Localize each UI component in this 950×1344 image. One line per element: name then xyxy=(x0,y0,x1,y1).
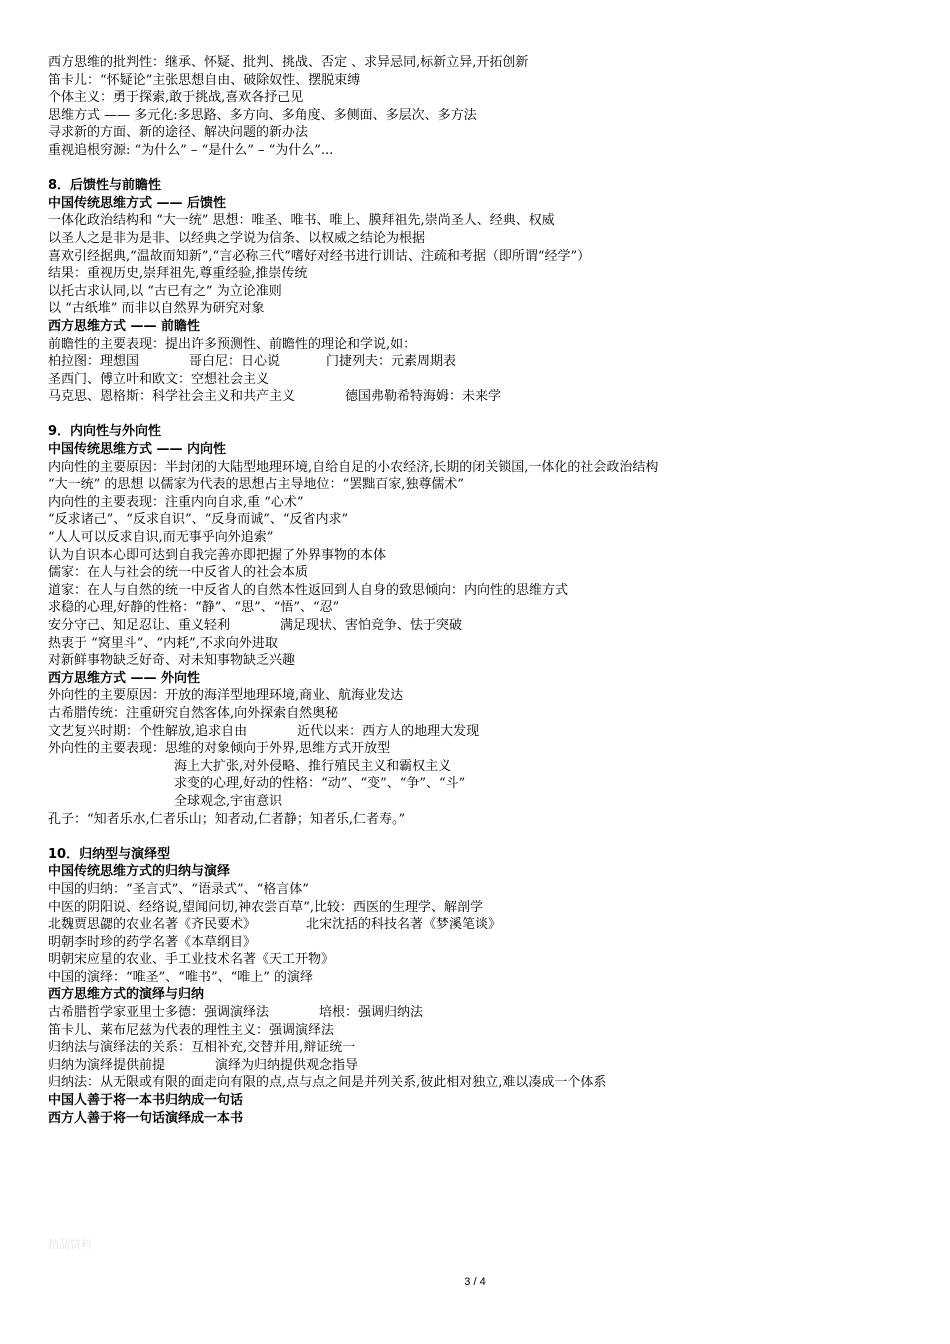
text-line: 喜欢引经据典,“温故而知新”,“言必称三代”嗜好对经书进行训诂、注疏和考据（即所谓“经学”） xyxy=(48,248,591,264)
text-line: 寻求新的方面、新的途径、解决问题的新办法 xyxy=(48,125,309,141)
text-line xyxy=(48,617,908,635)
text-line: “人人可以反求自识,而无事乎向外追索” xyxy=(48,530,274,546)
text-segment: 安分守己、知足忍让、重义轻利 xyxy=(48,618,231,633)
text-line: 以 “古纸堆” 而非以自然界为研究对象 xyxy=(48,301,265,317)
text-line: 热衷于 “窝里斗”、“内耗”,不求向外进取 xyxy=(48,635,278,651)
blank-line xyxy=(48,406,908,424)
text-segment: 归纳为演绎提供前提 xyxy=(48,1057,166,1073)
blank-line xyxy=(48,828,908,846)
text-line: 全球观念,宇宙意识 xyxy=(174,793,283,809)
text-line: 中国的演绎：“唯圣”、“唯书”、“唯上” 的演绎 xyxy=(48,969,314,985)
text-segment: 文艺复兴时期：个性解放,追求自由 xyxy=(48,723,248,739)
text-line: 求稳的心理,好静的性格：“静”、“思”、“悟”、“忍” xyxy=(48,600,340,616)
text-line: 对新鲜事物缺乏好奇、对未知事物缺乏兴趣 xyxy=(48,653,296,669)
text-line: 笛卡儿：“怀疑论”主张思想自由、破除奴性、摆脱束缚 xyxy=(48,72,361,88)
text-line: 结果：重视历史,崇拜祖先,尊重经验,推崇传统 xyxy=(48,266,308,282)
document-body xyxy=(48,54,908,1127)
text-segment: 近代以来：西方人的地理大发现 xyxy=(297,723,480,739)
text-line xyxy=(48,1057,908,1075)
text-line: 明朝宋应星的农业、手工业技术名著《天工开物》 xyxy=(48,952,335,968)
text-segment: 哥白尼：日心说 xyxy=(189,354,281,370)
text-line: 以托古求认同,以 “古已有之” 为立论准则 xyxy=(48,283,282,299)
text-segment: 柏拉图：理想国 xyxy=(48,354,140,370)
text-line xyxy=(48,916,908,934)
text-segment: 马克思、恩格斯：科学社会主义和共产主义 xyxy=(48,389,296,405)
text-segment: 门捷列夫：元素周期表 xyxy=(326,354,457,370)
text-line: “大一统” 的思想 以儒家为代表的思想占主导地位：“罢黜百家,独尊儒术” xyxy=(48,477,464,493)
text-line: 以圣人之是非为是非、以经典之学说为信条、以权威之结论为根据 xyxy=(48,230,426,246)
text-line: 古希腊传统：注重研究自然客体,向外探索自然奥秘 xyxy=(48,705,339,721)
text-line: 中医的阴阳说、经络说,望闻问切,神农尝百草”,比较：西医的生理学、解剖学 xyxy=(48,899,484,915)
text-line: 内向性的主要原因：半封闭的大陆型地理环境,自给自足的小农经济,长期的闭关锁国,一体化的社会政治结构 xyxy=(48,459,659,475)
text-segment: 北魏贾思勰的农业名著《齐民要术》 xyxy=(48,917,257,933)
text-segment: 演绎为归纳提供观念指导 xyxy=(215,1057,359,1073)
text-line: 归纳法与演绎法的关系：互相补充,交替并用,辩证统一 xyxy=(48,1040,356,1056)
text-line xyxy=(48,1004,908,1022)
text-line: 海上大扩张,对外侵略、推行殖民主义和霸权主义 xyxy=(174,758,452,774)
text-line xyxy=(48,723,908,741)
text-line: “反求诸己”、“反求自识”、“反身而诚”、“反省内求” xyxy=(48,512,349,528)
section-heading: 中国传统思维方式 —— 后馈性 xyxy=(48,195,227,211)
text-line: 外向性的主要原因：开放的海洋型地理环境,商业、航海业发达 xyxy=(48,688,404,704)
section-heading: 8．后馈性与前瞻性 xyxy=(48,178,162,194)
text-line: 重视追根穷源: “为什么” – “是什么” – “为什么”... xyxy=(48,142,334,158)
text-line: 一体化政治结构和 “大一统” 思想：唯圣、唯书、唯上、膜拜祖先,崇尚圣人、经典、权威 xyxy=(48,213,555,229)
text-line: 认为自识本心即可达到自我完善亦即把握了外界事物的本体 xyxy=(48,547,387,563)
section-heading: 9．内向性与外向性 xyxy=(48,424,162,440)
text-segment: 德国弗勒希特海姆：未来学 xyxy=(345,389,502,405)
text-line: 归纳法：从无限或有限的面走向有限的点,点与点之间是并列关系,彼此相对独立,难以凑成一个体系 xyxy=(48,1075,607,1091)
text-line: 外向性的主要表现：思维的对象倾向于外界,思维方式开放型 xyxy=(48,741,391,757)
section-heading: 中国人善于将一本书归纳成一句话 xyxy=(48,1093,244,1109)
section-heading: 中国传统思维方式的归纳与演绎 xyxy=(48,864,231,880)
page-number: 3 / 4 xyxy=(464,1276,486,1288)
text-line: 儒家：在人与社会的统一中反省人的社会本质 xyxy=(48,565,309,581)
section-heading: 西方人善于将一句话演绎成一本书 xyxy=(48,1110,244,1126)
text-segment: 北宋沈括的科技名著《梦溪笔谈》 xyxy=(306,917,502,933)
section-heading: 西方思维方式的演绎与归纳 xyxy=(48,987,205,1003)
text-line: 前瞻性的主要表现：提出许多预测性、前瞻性的理论和学说,如： xyxy=(48,336,417,352)
section-heading: 10．归纳型与演绎型 xyxy=(48,846,171,862)
text-line: 道家：在人与自然的统一中反省人的自然本性返回到人自身的致思倾向：内向性的思维方式 xyxy=(48,582,569,598)
text-line: 西方思维的批判性：继承、怀疑、批判、挑战、否定 、求异忌同,标新立异,开拓创新 xyxy=(48,55,529,70)
text-line: 思维方式 —— 多元化:多思路、多方向、多角度、多侧面、多层次、多方法 xyxy=(48,107,477,123)
text-line: 笛卡儿、莱布尼兹为代表的理性主义：强调演绎法 xyxy=(48,1022,335,1038)
text-segment: 培根：强调归纳法 xyxy=(319,1005,424,1021)
blank-line xyxy=(48,160,908,178)
text-line xyxy=(48,388,908,406)
text-segment: 古希腊哲学家亚里士多德：强调演绎法 xyxy=(48,1005,270,1021)
section-heading: 中国传统思维方式 —— 内向性 xyxy=(48,442,227,458)
section-heading: 西方思维方式 —— 前瞻性 xyxy=(48,318,201,334)
text-line: 孔子：“知者乐水,仁者乐山；知者动,仁者静；知者乐,仁者寿。” xyxy=(48,811,406,827)
text-line: 求变的心理,好动的性格：“动”、“变”、“争”、“斗” xyxy=(174,776,466,792)
text-line: 明朝李时珍的药学名著《本草纲目》 xyxy=(48,934,257,950)
text-segment: 满足现状、害怕竞争、怯于突破 xyxy=(280,618,463,633)
faint-watermark-text: 精品资料 xyxy=(48,1238,92,1251)
text-line: 个体主义：勇于探索,敢于挑战,喜欢各抒己见 xyxy=(48,90,304,106)
text-line: 圣西门、傅立叶和欧文：空想社会主义 xyxy=(48,371,270,387)
section-heading: 西方思维方式 —— 外向性 xyxy=(48,670,201,686)
text-line xyxy=(48,353,908,371)
text-line: 内向性的主要表现：注重内向自求,重 “心术” xyxy=(48,494,304,510)
text-line: 中国的归纳：“圣言式”、“语录式”、“格言体” xyxy=(48,881,309,897)
